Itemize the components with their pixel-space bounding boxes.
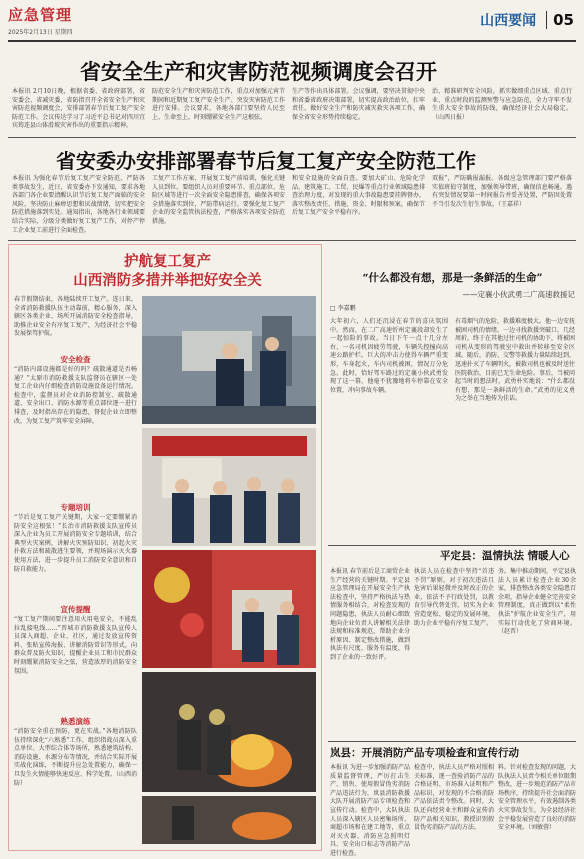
article6-col1: 本报讯 为进一步加强消防产品质量监督管理，严厉打击生产、销售、使用假冒伪劣消防产品违法行为，岚县消防救援大队开展消防产品专项检查和宣传行动。检查中，大队执法人员深入辖区人员密集场所、商超市场和在建工地等，重点对灭火器、消防应急照明灯具、安全出口标志等消防产品进行检查。 [330, 764, 410, 857]
article3-subhead-1: 安全检查 [60, 355, 91, 364]
article5-col1: 本报讯 春节前后是工商贸企业生产经营的关键时期。平定县应急管理局在开展安全生产执法检查中，坚持严格执法与热情服务相结合，对检查发现的问题隐患，执法人员耐心细致地向企业负责人讲解相关法律法规和标准规范，帮助企业分析原因、制定整改措施，做到执法有尺度、服务有温度，得到了企业的一致好评。 [330, 568, 410, 661]
article3-photo-team [142, 428, 316, 546]
article4-subtitle: ——定襄小伙武勇二广高速救援记 [462, 290, 575, 299]
article3-para-1: “消防内部设施都是好的吗？疏散通道是否畅通？”太原市消防救援支队监督员在辖区一处复工企业内仔细检查消防设施设备运行情况。检查中，监督员对企业消防控制室、疏散通道、安全出口、消防水源等重点部位逐一进行排查，及时指出存在的隐患，督促企业立即整改，为复工复产筑牢安全屏障。 [14, 366, 137, 425]
article3-title [40, 252, 295, 290]
article3-photo-shop [142, 550, 316, 668]
article5-col2: 执法人员在检查中坚持“首违不罚”原则，对于初次违法且危害后果轻微并及时改正的企业，依法不予行政处罚，以教育引导代替处罚，切实为企业营造宽松、稳定的发展环境，助力企业平稳有序复工复产。 [414, 568, 494, 627]
article3-subhead-4: 熟悉演练 [60, 717, 91, 726]
article3-title-line1: 护航复工复产 [124, 253, 211, 270]
article2-col3: 和安全设施的全面自查。要加大矿山、危险化学品、建筑施工、工贸、民爆等重点行业领域隐患排查治理力度，对发现的重大事故隐患要挂牌督办，落实整改责任、措施、资金、时限和预案，确保节后复工复产安全平稳有序。 [292, 175, 425, 217]
article1-headline: 省安全生产和灾害防范视频调度会召开 [80, 59, 437, 84]
article1-col2: 防范安全生产和灾害防范工作，重点对加强元宵节期间和近期复工复产安全生产、突发灾害防范工作进行安排。会议要求，各地各部门要坚持人民至上、生命至上，时刻绷紧安全生产这根弦。 [152, 88, 285, 121]
divider [328, 545, 576, 546]
masthead-block [8, 4, 73, 36]
article5-col3: 务。集中推动期间，平定县执法人员累计检查企业30余家，排查整改各类安全隐患百余项，指导企业健全完善安全管理制度，真正做到以“柔性执法”护航企业安全生产，用实际行动优化了营商环境。（赵晋） [498, 568, 577, 636]
article3-photo-inspection [142, 296, 316, 424]
article3-intro: 春节假期结束，各地陆续开工复产。连日来，全省消防救援队伍主动靠前，精心服务，深入辖区各类企业、场所开展消防安全检查指导，助推企业安全有序复工复产，为经济社会平稳发展保驾护航。 [14, 296, 137, 338]
page-number: 05 [546, 11, 574, 29]
article4-col1: 大年初六，人们还沉浸在春节的喜庆氛围中。然而，在二广高速忻州定襄段却发生了一起惊险的事故。当日下午一点十几分左右，一名司机因疲劳驾驶，车辆失控撞向高速公路护栏。巨大的冲击力使得车辆严重变形，车身起火，车内司机被困，情况万分危急。此时，恰好驾车路过的定襄小伙武勇发现了这一幕，他毫不犹豫地将车停靠在安全位置，冲向事故车辆。 [330, 318, 448, 394]
article3-para-4: “消防安全重在预防，更在实战。”各地消防队伍持续深化“六熟悉”工作，组织指战员深入重点单位、大型综合体等场所，熟悉建筑结构、消防设施、水源分布等情况，并结合实际开展实战化演练，不断提升应急处置能力，确保一旦发生火情能够快速反应、科学处置。（山西消防） [14, 728, 138, 787]
article3-para-3: “复工复产期间要注意用火用电安全，不能乱拉乱接电线……”晋城市消防救援支队宣传人员深入商超、企业、社区，通过发放宣传资料、张贴宣传海报、讲解消防常识等形式，向群众普及防火知识，提醒企业员工和市民群众时刻绷紧消防安全之弦，营造浓厚的消防安全氛围。 [14, 616, 137, 675]
article5-title: 平定县：温情执法 情暖人心 [440, 550, 570, 562]
article3-title-line2: 山西消防多措并举把好安全关 [73, 272, 262, 289]
article4-col2: 有毒烟气的危险，救援难度极大。他一边安抚被困司机的情绪，一边寻找救援突破口，几经周折，终于在其他过往司机的协助下，将被困司机从变形的驾驶室中救出并转移至安全区域。随后，消防、交警等救援力量陆续赶到，迅速扑灭了车辆明火，被救司机也被及时送往医院救治，目前已无生命危险。事后，当被问起当时的想法时，武勇朴实地说：“什么都没有想，那是一条鲜活的生命。”武勇的见义勇为之举在当地传为佳话。 [455, 318, 576, 403]
article2-col2: 工复产工作方案，开展复工复产前培训，强化关键人员到位。要组织人员对重要环节、重点部位、危险区域等进行一次全面安全隐患排查，确保各项安全措施落实到位，严防带病运行。要强化复工复产企业的安全监管执法检查，严格落实各项安全防范措施。 [152, 175, 285, 225]
article3-photo-extinguisher [142, 796, 316, 844]
article3-photo-drill [142, 672, 316, 792]
article3-para-2: “节后是复工复产关键期，大家一定要绷紧消防安全这根弦！”长治市消防救援支队宣传员深入企业为员工开展消防安全专题培训，结合典型火灾案例，讲解火灾预防知识、初起火灾扑救方法和疏散逃生要领，并现场演示灭火器使用方法，进一步提升员工消防安全意识和自防自救能力。 [14, 514, 137, 573]
article6-col3: 料。针对检查发现的问题，大队执法人员责令相关单位限期整改，进一步规范消防产品市场秩序，持续提升社会面消防安全管理水平，有效遏制各类火灾事故发生，为全县经济社会平稳发展营造了良好的消防安全环境。（刘敏蓉） [498, 764, 577, 832]
article6-title: 岚县：开展消防产品专项检查和宣传行动 [330, 747, 519, 759]
masthead-title: 应急管理 [8, 6, 73, 24]
header-rule [8, 40, 576, 42]
article3-subhead-2: 专题培训 [60, 503, 91, 512]
section-title: 山西要闻 [480, 13, 537, 29]
article1-col3: 生产等作出具体部署。会议强调，要坚决贯彻中央和省委省政府决策部署，切实提高政治站位，扛牢责任，做好安全生产和防灾减灾救灾各项工作，确保全省安全形势持续稳定。 [292, 88, 425, 121]
article6-col2: 检查中，执法人员严格对照相关标准，逐一查验消防产品的合格证明、市场准入证明和产品标识，对发现的不合格消防产品依法责令整改。同时，大队还向经营业主和群众宣传消防产品相关知识，教授识别假冒伪劣消防产品的方法。 [414, 764, 494, 832]
article1-col4: 治、精准研判安全风险，抓实做细重点区域、重点行业、重点时段的监测预警与应急防范，全力守牢不发生重大安全事故的防线，确保经济社会大局稳定。（山西日报） [432, 88, 572, 121]
divider [8, 240, 576, 241]
article2-headline: 省安委办安排部署春节后复工复产安全防范工作 [56, 149, 476, 173]
section-block [480, 10, 574, 30]
article3-subhead-3: 宣传提醒 [60, 605, 91, 614]
article2-col4: 双报”，严防瞒报漏报。各级应急管理部门要严格落实值班值守制度，加强领导带班，确保信息畅通。遇有突发情况要第一时间报告并妥善处置，严防因处置不当引发次生衍生事故。（王嘉祥） [432, 175, 572, 208]
article4-title: “什么都没有想，那是一条鲜活的生命” [362, 272, 543, 284]
article1-col1: 本报讯 2月10日晚，根据省委、省政府部署，省安委会、省减灾委、省防指召开全省安全生产和灾害防范视频调度会，安排部署春节后复工复产安全防范工作。会议传达学习了习近平总书记对四川宜宾筠连县山体滑坡灾害作出的重要指示精神。 [12, 88, 145, 130]
divider [8, 137, 576, 138]
article4-byline: □ 李嘉鹏 [330, 305, 356, 312]
issue-date: 2025年2月13日 星期四 [8, 29, 73, 36]
article2-col1: 本报讯 为强化春节后复工复产安全防范，严防各类事故发生，近日，省安委办下发通知，要求各地各部门各企业要清醒认识节后复工复产面临的安全风险，坚决防止麻痹思想和厌战情绪，切实把安全防范措施落到实处。通知指出，各地各行业领域要结合实际，分级分类做好复工复产工作，对停产停工企业复工前进行全面检查。 [12, 175, 145, 234]
divider [328, 741, 576, 742]
article4-title-block [330, 270, 575, 300]
